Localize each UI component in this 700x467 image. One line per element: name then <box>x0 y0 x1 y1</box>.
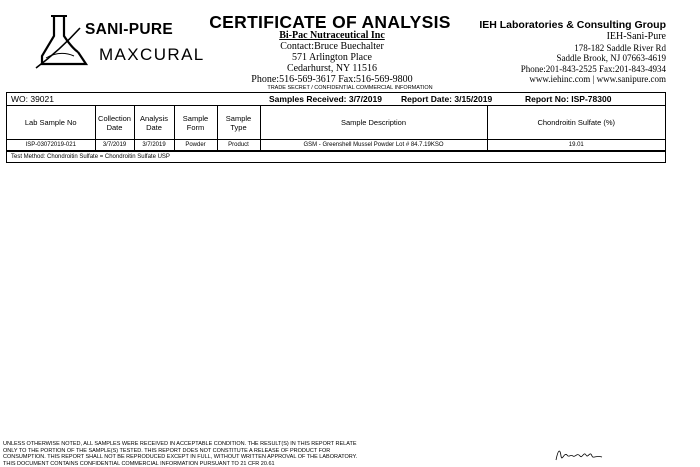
cell-lab-sample-no: ISP-03072019-021 <box>7 140 95 151</box>
disclaimer-line: UNLESS OTHERWISE NOTED, ALL SAMPLES WERE RECEIVED IN ACCEPTABLE CONDITION. THE RESULT(S) IN THIS REPORT RELATE <box>3 441 357 447</box>
column-header-sample-form: Sample Form <box>174 106 217 140</box>
lab-address-line2: Saddle Brook, NJ 07663-4619 <box>556 53 666 63</box>
lab-address-line1: 178-182 Saddle River Rd <box>574 42 666 53</box>
client-address-line2: Cedarhurst, NY 11516 <box>286 63 378 74</box>
lab-block <box>479 18 666 85</box>
trade-secret-notice: TRADE SECRET / CONFIDENTIAL COMMERCIAL INFORMATION <box>267 85 433 91</box>
report-date: Report Date: 3/15/2019 <box>401 94 493 104</box>
logo-text-sani-pure: SANI-PURE <box>85 21 173 38</box>
report-number: Report No: ISP-78300 <box>525 94 612 104</box>
column-header-analysis-date: Analysis Date <box>134 106 174 140</box>
disclaimer <box>3 441 443 467</box>
client-phone: Phone:516-569-3617 Fax:516-569-9800 <box>251 74 413 85</box>
test-method-note: Test Method: Chondroitin Sulfate = Chondroitin Sulfate USP <box>7 151 665 162</box>
lab-name: IEH Laboratories & Consulting Group <box>479 19 666 31</box>
column-header-lab-sample-no: Lab Sample No <box>7 106 95 140</box>
client-contact: Contact:Bruce Buechalter <box>280 41 384 52</box>
lab-subtitle: IEH-Sani-Pure <box>606 31 666 42</box>
lab-website: www.iehinc.com | www.sanipure.com <box>529 74 666 84</box>
client-name: Bi-Pac Nutraceutical Inc <box>279 30 385 41</box>
disclaimer-line: THIS DOCUMENT CONTAINS CONFIDENTIAL COMMERCIAL INFORMATION PURSUANT TO 21 CFR 20.61 <box>3 460 275 467</box>
column-header-collection-date: Collection Date <box>95 106 134 140</box>
cell-sample-type: Product <box>217 140 260 151</box>
cell-collection-date: 3/7/2019 <box>95 140 134 151</box>
work-order-number: WO: 39021 <box>11 94 54 104</box>
column-header-sample-description: Sample Description <box>260 106 487 140</box>
client-block <box>248 30 416 85</box>
table-row <box>7 140 665 151</box>
column-header-sample-type: Sample Type <box>217 106 260 140</box>
disclaimer-line: ONLY TO THE PORTION OF THE SAMPLE(S) TESTED. THIS REPORT DOES NOT CONSTITUTE A RELEASE OF PRODUCT FOR <box>3 447 331 454</box>
cell-chondroitin-result: 19.01 <box>487 140 665 151</box>
column-header-chondroitin-sulfate: Chondroitin Sulfate (%) <box>487 106 665 140</box>
results-table <box>7 106 665 151</box>
document-title: CERTIFICATE OF ANALYSIS <box>209 12 451 32</box>
report-header-bar <box>7 93 665 106</box>
sani-pure-logo <box>34 12 204 72</box>
table-header-row <box>7 106 665 140</box>
cell-sample-form: Powder <box>174 140 217 151</box>
samples-received-date: Samples Received: 3/7/2019 <box>269 94 382 104</box>
cell-sample-description: GSM - Greenshell Mussel Powder Lot # 84.7.19KSO <box>260 140 487 151</box>
results-box <box>6 92 666 163</box>
disclaimer-line: CONSUMPTION. THIS REPORT SHALL NOT BE REPRODUCED EXCEPT IN FULL, WITHOUT WRITTEN APPROVAL OF THE LABORATORY. <box>3 454 358 460</box>
lab-phone: Phone:201-843-2525 Fax:201-843-4934 <box>520 63 666 74</box>
cell-analysis-date: 3/7/2019 <box>134 140 174 151</box>
client-address-line1: 571 Arlington Place <box>292 52 372 63</box>
logo-text-maxcural: MAXCURAL <box>99 45 205 64</box>
signature <box>554 446 606 464</box>
